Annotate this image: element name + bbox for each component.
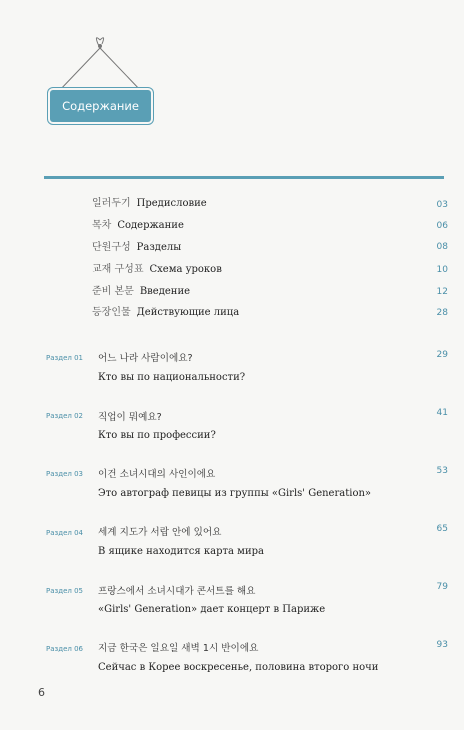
- item-korean: 목차: [92, 220, 112, 231]
- page-number: 93: [436, 640, 448, 650]
- front-matter-item[interactable]: [92, 218, 184, 234]
- unit-label: Раздел 06: [46, 645, 83, 653]
- item-russian: Разделы: [136, 242, 182, 253]
- page-number: 10: [436, 265, 448, 275]
- page-number: 06: [436, 221, 448, 231]
- unit-title-korean[interactable]: 직업이 뭐예요?: [98, 412, 162, 423]
- unit-title-russian[interactable]: Сейчас в Корее воскресенье, половина второго ночи: [98, 662, 379, 673]
- item-korean: 준비 본문: [92, 286, 134, 297]
- hanging-string-icon: [0, 0, 464, 100]
- item-korean: 교재 구성표: [92, 264, 144, 275]
- item-korean: 등장인물: [92, 307, 131, 318]
- item-russian: Схема уроков: [149, 264, 222, 275]
- page-number: 08: [436, 242, 448, 252]
- unit-title-korean[interactable]: 지금 한국은 일요일 새벽 1시 반이에요: [98, 643, 259, 654]
- page-number: 53: [436, 466, 448, 476]
- page-number: 28: [436, 308, 448, 318]
- page-number: 29: [436, 350, 448, 360]
- unit-label: Раздел 03: [46, 470, 83, 478]
- page-folio: 6: [38, 686, 45, 699]
- page-number: 79: [436, 582, 448, 592]
- front-matter-item[interactable]: [92, 262, 222, 278]
- unit-title-korean[interactable]: 어느 나라 사람이에요?: [98, 353, 193, 364]
- item-korean: 일러두기: [92, 198, 131, 209]
- item-russian: Предисловие: [136, 198, 207, 209]
- page-number: 12: [436, 287, 448, 297]
- front-matter-item[interactable]: [92, 305, 239, 321]
- unit-label: Раздел 05: [46, 587, 83, 595]
- unit-title-russian[interactable]: «Girls' Generation» дает концерт в Париже: [98, 604, 326, 615]
- unit-title-korean[interactable]: 세계 지도가 서랍 안에 있어요: [98, 527, 222, 538]
- page-number: 65: [436, 524, 448, 534]
- item-russian: Введение: [139, 286, 191, 297]
- unit-title-korean[interactable]: 이건 소녀시대의 사인이에요: [98, 469, 216, 480]
- unit-title-russian[interactable]: Кто вы по национальности?: [98, 372, 246, 383]
- unit-title-russian[interactable]: Кто вы по профессии?: [98, 430, 216, 441]
- header-divider: [44, 176, 444, 179]
- page-title: Содержание: [62, 99, 139, 113]
- item-korean: 단원구성: [92, 242, 131, 253]
- page-number: 41: [436, 408, 448, 418]
- item-russian: Действующие лица: [136, 307, 240, 318]
- unit-title-russian[interactable]: В ящике находится карта мира: [98, 546, 264, 557]
- contents-sign: [50, 90, 151, 122]
- page-number: 03: [436, 200, 448, 210]
- unit-label: Раздел 04: [46, 529, 83, 537]
- unit-label: Раздел 02: [46, 412, 83, 420]
- unit-title-russian[interactable]: Это автограф певицы из группы «Girls' Generation»: [98, 488, 372, 499]
- front-matter-item[interactable]: [92, 196, 207, 212]
- item-russian: Содержание: [117, 220, 184, 231]
- front-matter-item[interactable]: [92, 240, 181, 256]
- unit-title-korean[interactable]: 프랑스에서 소녀시대가 콘서트를 해요: [98, 586, 256, 597]
- front-matter-item[interactable]: [92, 284, 190, 300]
- unit-label: Раздел 01: [46, 354, 83, 362]
